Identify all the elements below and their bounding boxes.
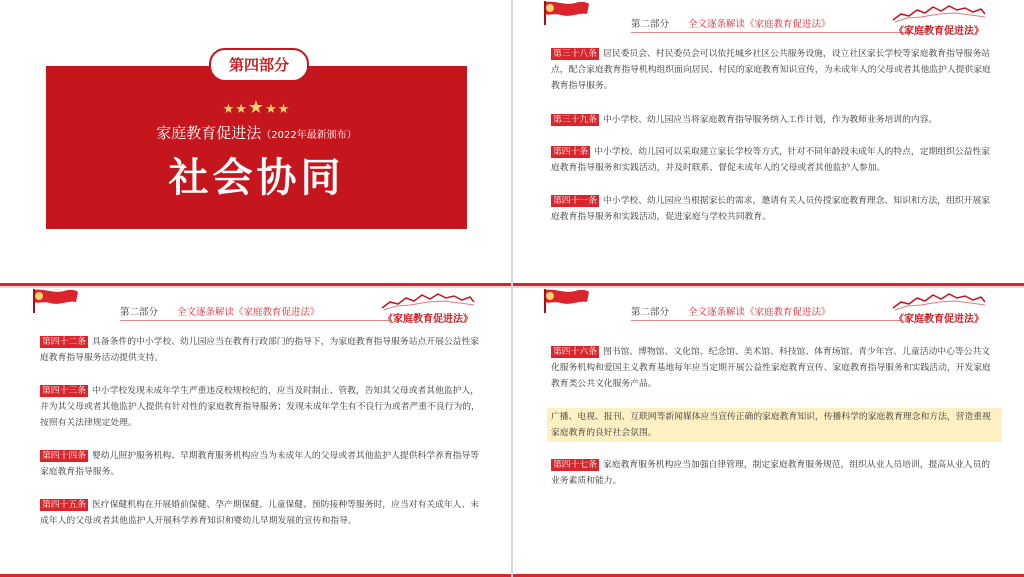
article-label: 第三十八条 xyxy=(553,49,597,59)
cover-subtitle-note: （2022年最新颁布） xyxy=(261,130,357,141)
header-part-label: 第二部分 xyxy=(631,19,670,30)
stars-decoration: ★★★★★ xyxy=(222,97,291,118)
article-text: 广播、电视、报刊、互联网等新闻媒体应当宣传正确的家庭教育知识，传播科学的家庭教育理念和方法，营造重视家庭教育的良好社会氛围。 xyxy=(551,412,991,438)
great-wall-icon xyxy=(891,290,987,312)
slide-bottom-bar xyxy=(513,283,1024,286)
slide-articles-38-41[interactable] xyxy=(513,0,1024,286)
article-item xyxy=(551,144,994,176)
flag-icon xyxy=(541,0,591,26)
article-text: 婴幼儿照护服务机构、早期教育服务机构应当为未成年人的父母或者其他监护人提供科学养育指导等家庭教育指导服务。 xyxy=(40,451,480,477)
article-label: 第四十四条 xyxy=(42,451,86,461)
header-divider xyxy=(631,32,911,33)
article-label: 第四十条 xyxy=(553,147,589,157)
article-item xyxy=(40,334,482,366)
cover-subtitle xyxy=(46,122,467,143)
article-text: 中小学校发现未成年学生严重违反校规校纪的，应当及时制止、管教，告知其父母或者其他监护人，并为其父母或者其他监护人提供有针对性的家庭教育指导服务；发现未成年学生有不良行为或者严重不良行为的，按照有关法律规定处理。 xyxy=(40,386,480,428)
flag-icon xyxy=(30,288,80,314)
article-label: 第四十五条 xyxy=(42,500,86,510)
article-label: 第四十一条 xyxy=(553,196,597,206)
article-item xyxy=(40,497,482,529)
article-label: 第四十三条 xyxy=(42,386,86,396)
article-label: 第四十七条 xyxy=(553,460,597,470)
article-text: 家庭教育服务机构应当加强自律管理，制定家庭教育服务规范，组织从业人员培训，提高从业人员的业务素质和能力。 xyxy=(551,460,991,486)
article-item xyxy=(551,193,994,225)
article-text: 图书馆、博物馆、文化馆、纪念馆、美术馆、科技馆、体育场馆、青少年宫、儿童活动中心等公共文化服务机构和爱国主义教育基地每年应当定期开展公益性家庭教育宣传、家庭教育指导服务和实践活动，开发家庭教育类公共文化服务产品。 xyxy=(551,347,991,389)
header-logo xyxy=(891,290,987,326)
article-text: 居民委员会、村民委员会可以依托城乡社区公共服务设施，设立社区家长学校等家庭教育指导服务站点，配合家庭教育指导机构组织面向居民、村民的家庭教育知识宣传，为未成年人的父母或者其他监护人提供家庭教育指导服务。 xyxy=(551,49,991,91)
part-badge: 第四部分 xyxy=(209,48,309,82)
header-divider xyxy=(631,320,901,321)
header-section-link[interactable]: 全文逐条解读《家庭教育促进法》 xyxy=(688,307,831,318)
article-item xyxy=(551,457,994,489)
header-logo-text: 《家庭教育促进法》 xyxy=(894,26,984,37)
cover-subtitle-main: 家庭教育促进法 xyxy=(156,124,262,142)
header-divider xyxy=(120,320,390,321)
article-text: 具备条件的中小学校、幼儿园应当在教育行政部门的指导下，为家庭教育指导服务站点开展公益性家庭教育指导服务活动提供支持。 xyxy=(40,337,480,363)
article-text: 中小学校、幼儿园应当根据家长的需求，邀请有关人员传授家庭教育理念、知识和方法，组织开展家庭教育指导服务和实践活动，促进家庭与学校共同教育。 xyxy=(551,196,991,222)
slide-bottom-bar xyxy=(0,283,511,286)
highlighted-paragraph xyxy=(547,408,1002,442)
header-logo-text: 《家庭教育促进法》 xyxy=(894,314,984,325)
header-section-link[interactable]: 全文逐条解读《家庭教育促进法》 xyxy=(688,19,831,30)
article-item xyxy=(40,383,482,431)
article-item xyxy=(551,344,994,392)
header-section-link[interactable]: 全文逐条解读《家庭教育促进法》 xyxy=(177,307,320,318)
article-label: 第四十二条 xyxy=(42,337,86,347)
article-item xyxy=(40,448,482,480)
article-label: 第四十六条 xyxy=(553,347,597,357)
header-part-label: 第二部分 xyxy=(120,307,159,318)
slide-articles-46-47[interactable] xyxy=(513,288,1024,577)
flag-icon xyxy=(541,288,591,314)
article-item xyxy=(551,46,994,94)
great-wall-icon xyxy=(380,290,476,312)
article-label: 第三十九条 xyxy=(553,115,597,125)
article-text: 中小学校、幼儿园应当将家庭教育指导服务纳入工作计划，作为教师业务培训的内容。 xyxy=(603,115,938,125)
article-item xyxy=(551,112,994,128)
slide-cover[interactable] xyxy=(0,0,511,286)
header-logo xyxy=(380,290,476,326)
great-wall-icon xyxy=(891,2,987,24)
header-logo xyxy=(891,2,987,38)
article-text: 中小学校、幼儿园可以采取建立家长学校等方式，针对不同年龄段未成年人的特点，定期组织公益性家庭教育指导服务和实践活动，并及时联系、督促未成年人的父母或者其他监护人参加。 xyxy=(551,147,991,173)
slide-articles-42-45[interactable] xyxy=(0,288,511,577)
header-logo-text: 《家庭教育促进法》 xyxy=(383,314,473,325)
header-part-label: 第二部分 xyxy=(631,307,670,318)
article-text: 医疗保健机构在开展婚前保健、孕产期保健、儿童保健、预防接种等服务时，应当对有关成年人、未成年人的父母或者其他监护人开展科学养育知识和婴幼儿早期发展的宣传和指导。 xyxy=(40,500,480,526)
cover-title: 社会协同 xyxy=(168,154,345,201)
